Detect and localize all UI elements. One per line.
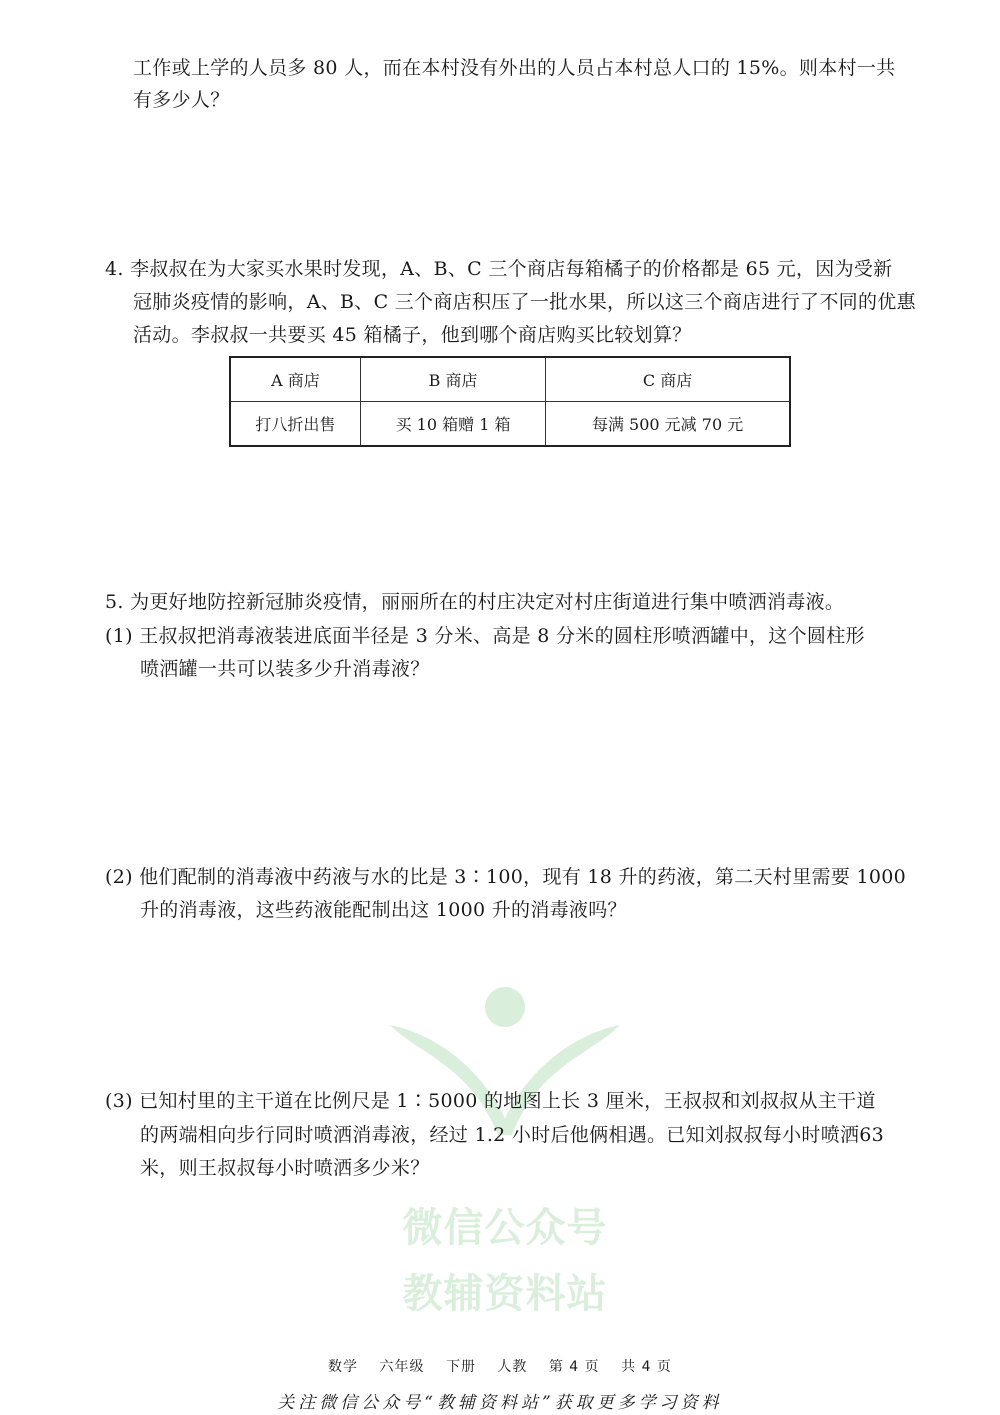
table-cell-b: 买 10 箱赠 1 箱	[360, 402, 545, 447]
q4-line-3: 活动。李叔叔一共要买 45 箱橘子，他到哪个商店购买比较划算？	[133, 324, 692, 346]
q5-p3-line-1: (3) 已知村里的主干道在比例尺是 1∶5000 的地图上长 3 厘米，王叔叔和刘叔叔从主干道	[105, 1090, 876, 1112]
footer-page: 第 4 页	[548, 1359, 600, 1375]
discount-table	[229, 356, 791, 447]
table-header-b: B 商店	[360, 357, 545, 402]
footer-grade: 六年级	[379, 1359, 425, 1375]
q5-p2-line-2: 升的消毒液，这些药液能配制出这 1000 升的消毒液吗？	[140, 899, 627, 921]
table-row	[230, 402, 790, 447]
footer-subject: 数学	[328, 1359, 359, 1375]
page-footer	[0, 1356, 1000, 1376]
q5-p1-line-1: (1) 王叔叔把消毒液装进底面半径是 3 分米、高是 8 分米的圆柱形喷洒罐中，这个圆柱形	[105, 625, 865, 647]
table-header-c: C 商店	[546, 357, 790, 402]
q5-intro: 5. 为更好地防控新冠肺炎疫情，丽丽所在的村庄决定对村庄街道进行集中喷洒消毒液。	[105, 591, 845, 613]
table-header-a: A 商店	[230, 357, 360, 402]
footer-edition: 人教	[497, 1359, 528, 1375]
watermark-line-2: 教辅资料站	[402, 1271, 608, 1317]
q5-p3-line-3: 米，则王叔叔每小时喷洒多少米？	[140, 1157, 430, 1179]
watermark-line-1: 微信公众号	[402, 1205, 608, 1251]
footer-total: 共 4 页	[621, 1359, 672, 1375]
q3-line-1: 工作或上学的人员多 80 人，而在本村没有外出的人员占本村总人口的 15%。则本村一共	[133, 57, 896, 79]
person-with-leaves-icon	[380, 985, 630, 1145]
table-header-row	[230, 357, 790, 402]
q5-p1-line-2: 喷洒罐一共可以装多少升消毒液？	[140, 658, 430, 680]
bottom-note: 关注微信公众号“教辅资料站”获取更多学习资料	[277, 1393, 723, 1413]
table-cell-c: 每满 500 元减 70 元	[546, 402, 790, 447]
q5-p2-line-1: (2) 他们配制的消毒液中药液与水的比是 3∶100，现有 18 升的药液，第二天村里需要 1000	[105, 866, 906, 888]
q4-line-1: 4. 李叔叔在为大家买水果时发现，A、B、C 三个商店每箱橘子的价格都是 65 元，因为受新	[105, 258, 893, 280]
q5-p3-line-2: 的两端相向步行同时喷洒消毒液，经过 1.2 小时后他俩相遇。已知刘叔叔每小时喷洒63	[140, 1124, 885, 1146]
q3-line-2: 有多少人？	[133, 89, 230, 111]
footer-term: 下册	[445, 1359, 476, 1375]
table-cell-a: 打八折出售	[230, 402, 360, 447]
q4-line-2: 冠肺炎疫情的影响，A、B、C 三个商店积压了一批水果，所以这三个商店进行了不同的优惠	[133, 291, 916, 313]
